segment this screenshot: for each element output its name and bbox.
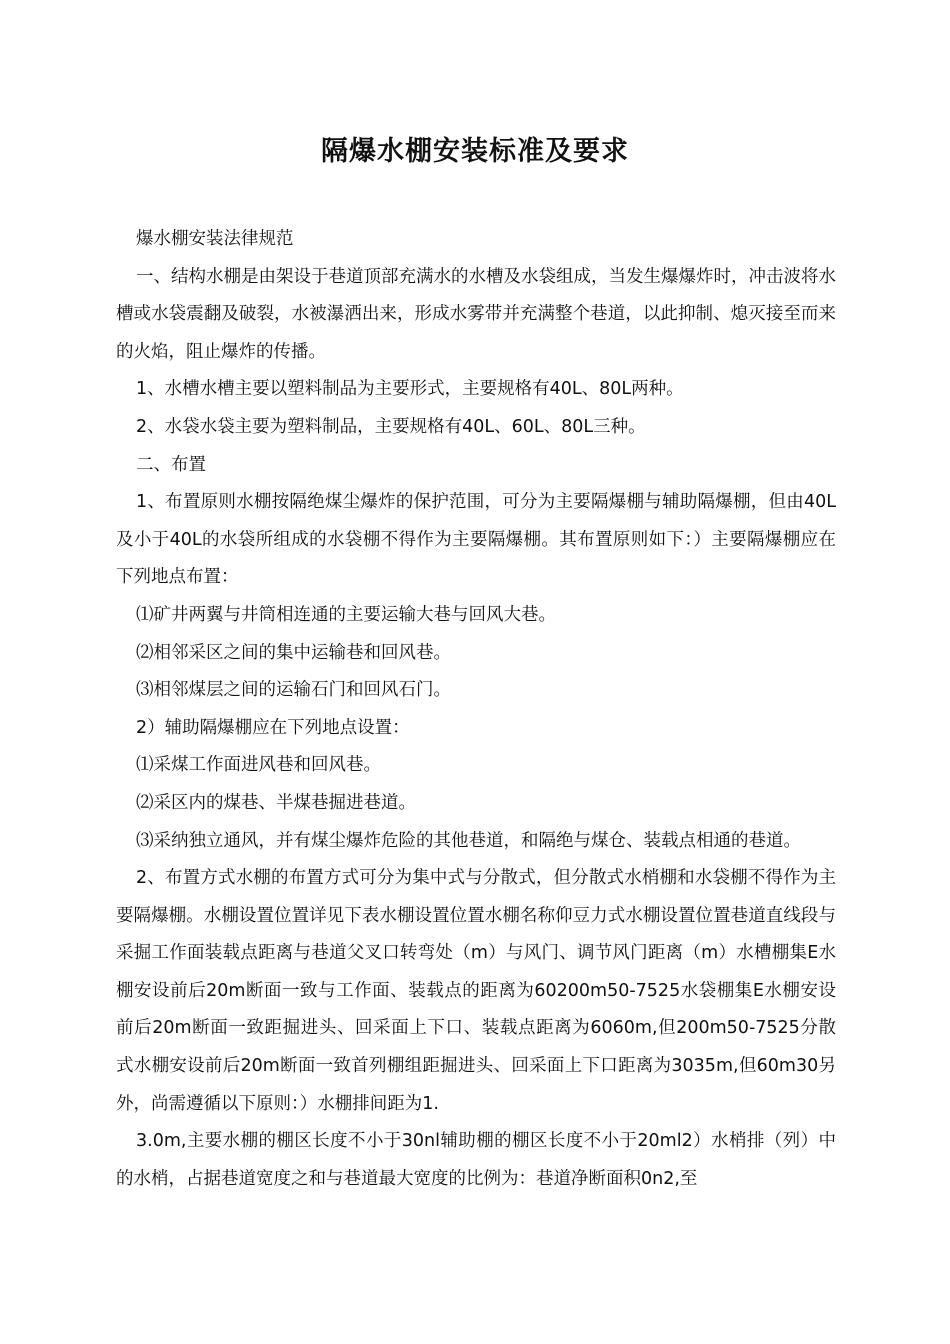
paragraph: ⑵采区内的煤巷、半煤巷掘进巷道。	[136, 792, 416, 813]
paragraph: ⑶相邻煤层之间的运输石门和回风石门。	[136, 680, 451, 701]
paragraph: 2、布置方式水棚的布置方式可分为集中式与分散式，但分散式水梢棚和水袋棚不得作为主要隔爆棚。水棚设置位置详见下表水棚设置位置水棚名称仰豆力式水棚设置位置巷道直线段与采掘工作面装载点距离与巷道父叉口转弯处（m）与风门、调节风门距离（m）水槽棚集E水棚安设前后20m断面一致与工作面、装载点的距离为60200m50-7525水袋棚集E水棚安设前后20m断面一致距掘进头、回采面上下口、装载点距离为6060m,但200m50-7525分散式水棚安设前后20m断面一致首列棚组距掘进头、回采面上下口距离为3035m,但60m30另外，尚需遵循以下原则：）水棚排间距为1.	[116, 868, 836, 1114]
paragraph: ⑴矿井两翼与井筒相连通的主要运输大巷与回风大巷。	[136, 604, 556, 625]
document-title: 隔爆水棚安装标准及要求	[321, 136, 629, 167]
paragraph: 3.0m,主要水棚的棚区长度不小于30nl辅助棚的棚区长度不小于20ml2）水梢排（列）中的水梢，占据巷道宽度之和与巷道最大宽度的比例为：巷道净断面积0n2,至	[116, 1131, 836, 1189]
paragraph: ⑵相邻采区之间的集中运输巷和回风巷。	[136, 642, 451, 663]
document-body	[116, 221, 836, 1198]
paragraph: 二、布置	[136, 454, 206, 475]
paragraph: ⑴采煤工作面进风巷和回风巷。	[136, 755, 381, 776]
paragraph: 1、布置原则水棚按隔绝煤尘爆炸的保护范围，可分为主要隔爆棚与辅助隔爆棚，但由40L及小于40L的水袋所组成的水袋棚不得作为主要隔爆棚。其布置原则如下：）主要隔爆棚应在下列地点布置：	[116, 492, 836, 588]
paragraph: 2、水袋水袋主要为塑料制品，主要规格有40L、60L、80L三种。	[136, 416, 646, 437]
paragraph: ⑶采纳独立通风，并有煤尘爆炸危险的其他巷道，和隔绝与煤仓、装载点相通的巷道。	[136, 830, 801, 851]
paragraph: 2）辅助隔爆棚应在下列地点设置：	[136, 717, 410, 738]
paragraph: 1、水槽水槽主要以塑料制品为主要形式，主要规格有40L、80L两种。	[136, 379, 684, 400]
paragraph: 一、结构水棚是由架设于巷道顶部充满水的水槽及水袋组成，当发生爆爆炸时，冲击波将水槽或水袋震翻及破裂，水被瀑洒出来，形成水雾带并充满整个巷道，以此抑制、熄灭接至而来的火焰，阻止爆炸的传播。	[116, 266, 836, 362]
paragraph: 爆水棚安装法律规范	[136, 229, 294, 249]
